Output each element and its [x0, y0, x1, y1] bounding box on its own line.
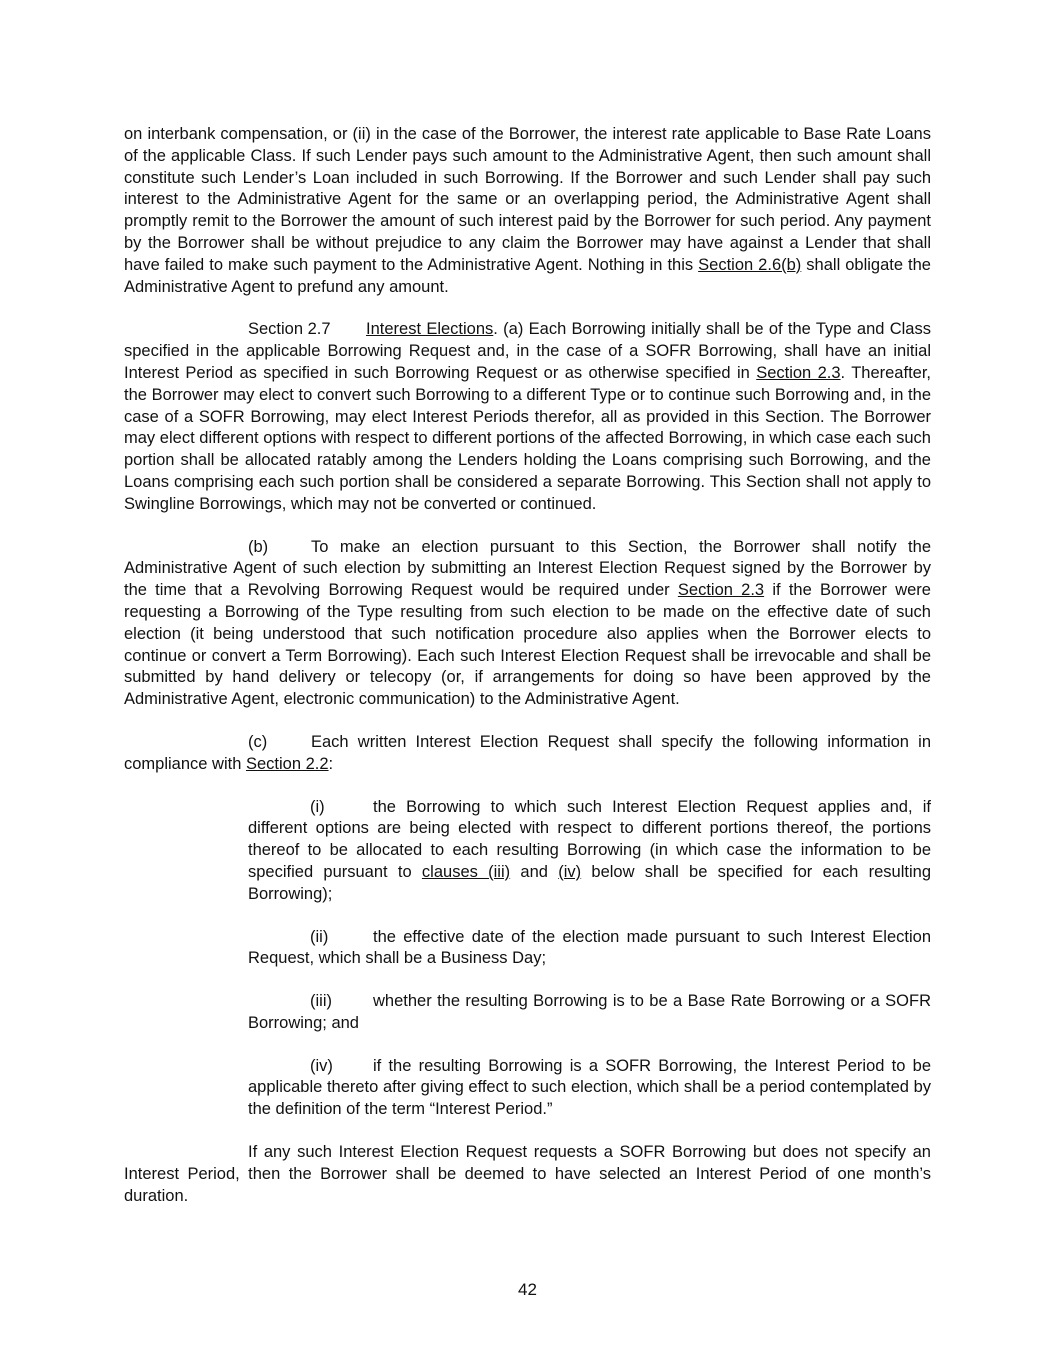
- page-number: 42: [518, 1280, 537, 1299]
- section-reference: Section 2.2: [245, 754, 329, 773]
- section-number: Section 2.7: [248, 320, 331, 339]
- subclause-label: (iii): [310, 992, 332, 1011]
- clause-c-paragraph: (c) Each written Interest Election Request shall specify the following information in compliance with Section 2.2:: [124, 732, 931, 773]
- section-reference: Section 2.6(b): [698, 255, 802, 274]
- section-reference: Section 2.3: [677, 581, 765, 600]
- subclause-ii: (ii) the effective date of the election made pursuant to such Interest Election Request, which shall be a Business Day;: [248, 927, 931, 968]
- section-title: Interest Elections: [366, 320, 494, 339]
- clause-reference: (iv): [558, 862, 582, 881]
- closing-paragraph: If any such Interest Election Request requests a SOFR Borrowing but does not specify an Interest Period, then the Borrower shall be deemed to have selected an Interest Period of one month’s duration.: [124, 1143, 931, 1205]
- section-reference: Section 2.3: [756, 363, 841, 382]
- subclause-iii: (iii) whether the resulting Borrowing is to be a Base Rate Borrowing or a SOFR Borrowing; and: [248, 992, 931, 1032]
- document-body: [124, 124, 931, 1228]
- subclause-label: (i): [310, 797, 325, 816]
- subclause-label: (iv): [310, 1056, 333, 1075]
- section-2-7-paragraph: Section 2.7 Interest Elections. (a) Each Borrowing initially shall be of the Type and Class specified in the applicable Borrowing Request and, in the case of a SOFR Borrowing, shall have an initial Interest Period as specified in such Borrowing Request or as otherwise specified in Section 2.3. Thereafter, the Borrower may elect to convert such Borrowing to a different Type or to continue such Borrowing and, in the case of a SOFR Borrowing, may elect Interest Periods therefor, all as provided in this Section. The Borrower may elect different options with respect to different portions of the affected Borrowing, in which case each such portion shall be allocated ratably among the Lenders holding the Loans comprising such Borrowing, and the Loans comprising each such portion shall be considered a separate Borrowing. This Section shall not apply to Swingline Borrowings, which may not be converted or continued.: [124, 320, 931, 513]
- clause-label: (c): [248, 732, 268, 751]
- subclause-iv: (iv) if the resulting Borrowing is a SOFR Borrowing, the Interest Period to be applicable thereto after giving effect to such election, which shall be a period contemplated by the definition of the term “Interest Period.”: [248, 1056, 931, 1119]
- paragraph-continuation: on interbank compensation, or (ii) in the case of the Borrower, the interest rate applicable to Base Rate Loans of the applicable Class. If such Lender pays such amount to the Administrative Agent, then such amount shall constitute such Lender’s Loan included in such Borrowing. If the Borrower and such Lender shall pay such interest to the Administrative Agent for the same or an overlapping period, the Administrative Agent shall promptly remit to the Borrower the amount of such interest paid by the Borrower for such period. Any payment by the Borrower shall be without prejudice to any claim the Borrower may have against a Lender that shall have failed to make such payment to the Administrative Agent. Nothing in this Section 2.6(b) shall obligate the Administrative Agent to prefund any amount.: [124, 125, 931, 296]
- subclause-i: (i) the Borrowing to which such Interest Election Request applies and, if different options are being elected with respect to different portions thereof, the portions thereof to be allocated to each resulting Borrowing (in which case the information to be specified pursuant to clauses (iii) and (iv) below shall be specified for each resulting Borrowing);: [248, 797, 931, 903]
- subclause-label: (ii): [310, 927, 329, 946]
- clause-label: (b): [248, 537, 269, 556]
- clause-b-paragraph: (b) To make an election pursuant to this Section, the Borrower shall notify the Administrative Agent of such election by submitting an Interest Election Request signed by the Borrower by the time that a Revolving Borrowing Request would be required under Section 2.3 if the Borrower were requesting a Borrowing of the Type resulting from such election to be made on the effective date of such election (it being understood that such notification procedure also applies when the Borrower elects to continue or convert a Term Borrowing). Each such Interest Election Request shall be irrevocable and shall be submitted by hand delivery or telecopy (or, if arrangements for doing so have been approved by the Administrative Agent, electronic communication) to the Administrative Agent.: [124, 537, 931, 709]
- clause-reference: clauses (iii): [421, 862, 511, 881]
